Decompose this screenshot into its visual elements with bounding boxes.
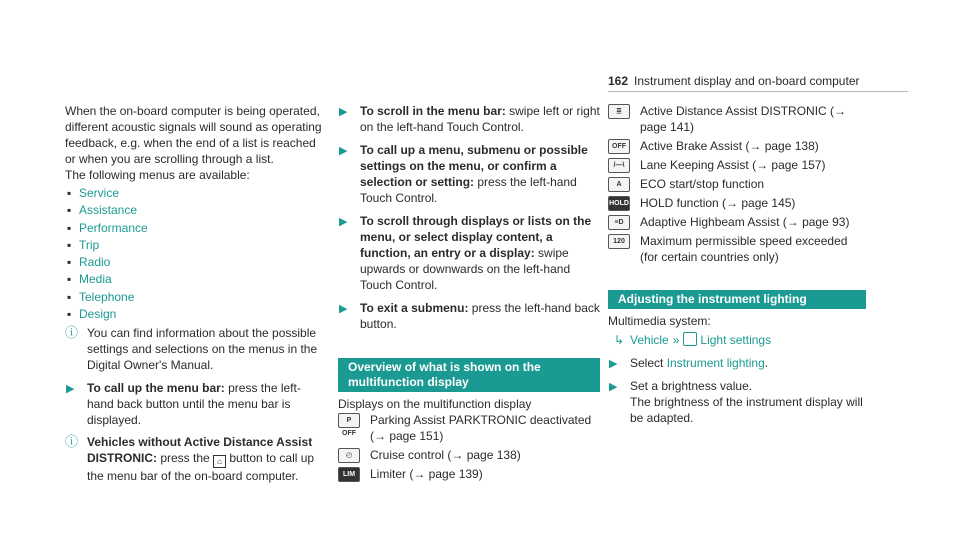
list-item[interactable]: ▪ Service xyxy=(67,186,120,200)
symbol-row-parking: P OFF Parking Assist PARKTRONIC deactivated (→ page 151) xyxy=(338,412,600,444)
list-item[interactable]: ▪ Radio xyxy=(67,255,111,270)
step-call-menu: ▶ To call up a menu, submenu or possible settings on the menu, or confirm a selection or setting: press the left-hand Touch Control. xyxy=(339,143,588,205)
step-arrow-icon: ▶ xyxy=(339,303,348,315)
step-scroll-menu-bar: ▶ To scroll in the menu bar: swipe left or right on the left-hand Touch Control. xyxy=(339,104,600,134)
brake-assist-off-icon: OFF xyxy=(608,139,630,154)
lane-keeping-icon: /—\ xyxy=(608,158,630,173)
list-item[interactable]: ▪ Assistance xyxy=(67,203,138,218)
section-title-lighting: Adjusting the instrument lighting xyxy=(608,290,866,309)
symbol-row-limiter: LIM Limiter (→ page 139) xyxy=(338,466,600,482)
column-1 xyxy=(65,103,327,484)
displays-label: Displays on the multifunction display xyxy=(338,397,532,411)
note-without-distronic: ⓘ Vehicles without Active Distance Assist DISTRONIC: press the ⌂ button to call up the menu bar of the on-board computer. xyxy=(65,434,315,484)
max-speed-icon: 120 xyxy=(608,234,630,249)
step-select-lighting: ▶ Select Instrument lighting. xyxy=(609,356,769,370)
instrument-lighting-link[interactable]: Instrument lighting xyxy=(666,356,765,370)
section-title-overview: Overview of what is shown on the multifunction display xyxy=(338,358,600,392)
menu-path xyxy=(608,332,866,348)
menu-list xyxy=(65,185,327,323)
column-2 xyxy=(338,103,600,485)
light-settings-icon xyxy=(683,332,697,346)
highbeam-assist-icon: ≡D xyxy=(608,215,630,230)
step-set-brightness: ▶ Set a brightness value. The brightness of the instrument display will be adapted. xyxy=(609,379,863,425)
symbol-row-cruise: ◴ Cruise control (→ page 138) xyxy=(338,447,600,463)
distronic-icon: ≣ xyxy=(608,104,630,119)
parking-off-icon: P OFF xyxy=(338,413,360,428)
symbol-row-max-speed: 120 Maximum permissible speed exceeded (for certain countries only) xyxy=(608,233,866,265)
step-scroll-displays: ▶ To scroll through displays or lists on the menu, or select display content, a function, an entry or a display: swipe upwards or downwards on the left-hand Touch Control. xyxy=(339,214,592,292)
step-arrow-icon: ▶ xyxy=(609,381,618,393)
step-call-menu-bar: ▶ To call up the menu bar: press the left-hand back button until the menu bar is displayed. xyxy=(66,381,301,428)
step-exit-submenu: ▶ To exit a submenu: press the left-hand back button. xyxy=(339,301,600,331)
system-label: Multimedia system: xyxy=(608,314,711,328)
step-arrow-icon: ▶ xyxy=(339,216,348,228)
path-light-settings-link[interactable]: Light settings xyxy=(700,333,772,347)
list-item[interactable]: ▪ Telephone xyxy=(67,289,135,304)
home-icon: ⌂ xyxy=(213,455,226,468)
info-icon: ⓘ xyxy=(65,325,79,341)
symbol-row-brake-assist: OFF Active Brake Assist (→ page 138) xyxy=(608,138,866,154)
column-3 xyxy=(608,103,866,426)
list-item[interactable]: ▪ Trip xyxy=(67,237,100,252)
symbol-row-highbeam: ≡D Adaptive Highbeam Assist (→ page 93) xyxy=(608,214,866,230)
step-arrow-icon: ▶ xyxy=(339,145,348,157)
list-item[interactable]: ▪ Performance xyxy=(67,220,148,235)
list-item[interactable]: ▪ Media xyxy=(67,272,112,287)
note-info: ⓘ You can find information about the possible settings and selections on the menus in the Digital Owner's Manual. xyxy=(65,325,318,373)
cruise-control-icon: ◴ xyxy=(338,448,360,463)
symbol-row-distronic: ≣ Active Distance Assist DISTRONIC (→ page 141) xyxy=(608,103,866,135)
page-header xyxy=(608,73,908,92)
step-arrow-icon: ▶ xyxy=(609,358,618,370)
limiter-icon: LIM xyxy=(338,467,360,482)
symbol-row-lane-keeping: /—\ Lane Keeping Assist (→ page 157) xyxy=(608,157,866,173)
path-arrow-icon: ↳ xyxy=(614,333,625,347)
info-icon: ⓘ xyxy=(65,434,79,450)
step-arrow-icon: ▶ xyxy=(339,106,348,118)
path-vehicle-link[interactable]: Vehicle xyxy=(630,333,669,347)
step-arrow-icon: ▶ xyxy=(66,383,75,396)
intro-text: When the on-board computer is being operated, different acoustic signals will sound as operating feedback, e.g. when the end of a list is reached or when you are scrolling through a list. xyxy=(65,104,322,166)
page-number: 162 xyxy=(608,74,629,88)
hold-icon: HOLD xyxy=(608,196,630,211)
eco-start-stop-icon: A xyxy=(608,177,630,192)
double-chevron-icon: » xyxy=(672,333,680,347)
symbol-row-hold: HOLD HOLD function (→ page 145) xyxy=(609,196,796,210)
menus-label: The following menus are available: xyxy=(65,168,250,182)
page-title: Instrument display and on-board computer xyxy=(634,74,860,88)
symbol-row-eco: A ECO start/stop function xyxy=(608,176,866,192)
list-item[interactable]: ▪ Design xyxy=(67,307,117,322)
